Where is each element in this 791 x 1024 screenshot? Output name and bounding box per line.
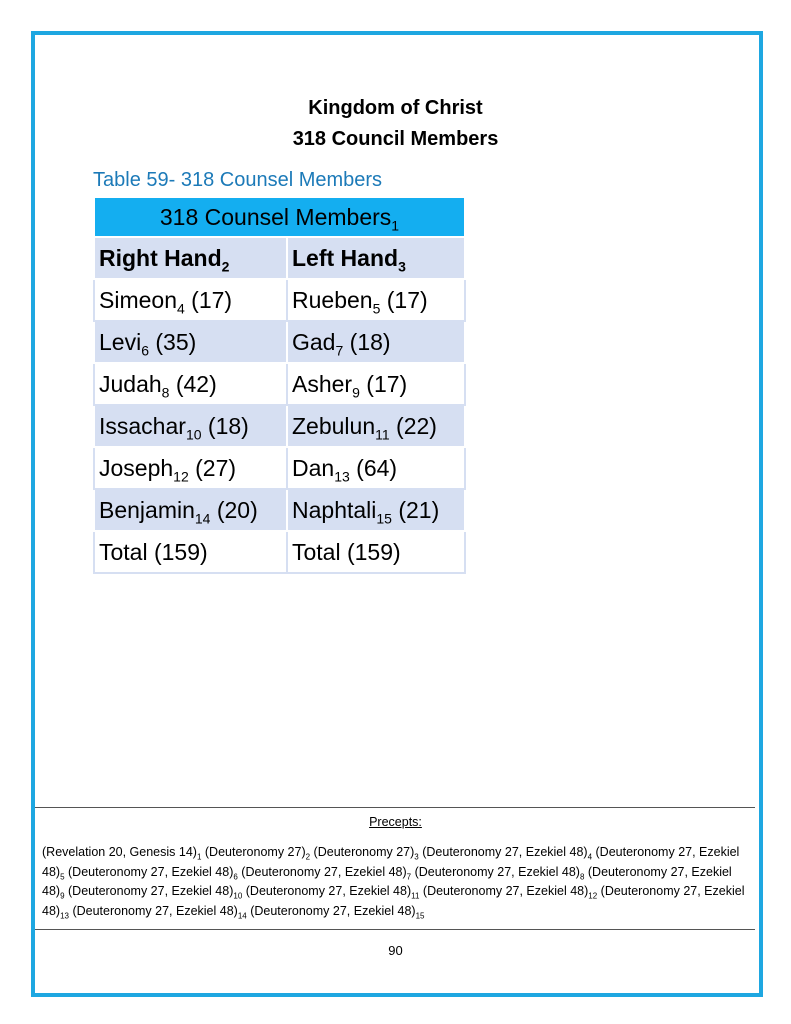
precepts-label: Precepts: bbox=[369, 815, 422, 829]
column-header-text: Left Hand bbox=[292, 244, 399, 271]
tribe-name: Naphtali bbox=[292, 496, 377, 523]
reference: (Deuteronomy 27, Ezekiel 48) bbox=[242, 884, 412, 898]
tribe-count: (21) bbox=[391, 496, 440, 523]
reference: (Deuteronomy 27, Ezekiel 48) bbox=[237, 864, 407, 879]
table-cell bbox=[287, 489, 465, 531]
footnote-marker: 8 bbox=[579, 872, 585, 881]
footnote-marker: 10 bbox=[185, 426, 202, 443]
reference: (Deuteronomy 27, Ezekiel 48) bbox=[68, 903, 238, 918]
tribe-name: Simeon bbox=[99, 286, 177, 313]
table-row bbox=[94, 321, 465, 363]
page-number: 90 bbox=[388, 943, 403, 958]
tribe-name: Levi bbox=[99, 328, 142, 355]
footnote-marker: 5 bbox=[60, 872, 65, 881]
footnote-marker: 10 bbox=[233, 891, 243, 901]
table-row bbox=[94, 405, 465, 447]
table-cell bbox=[287, 321, 465, 363]
reference: (Deuteronomy 27) bbox=[310, 845, 415, 859]
column-header-right-hand bbox=[94, 237, 287, 279]
tribe-count: (27) bbox=[188, 454, 237, 481]
total-label: Total (159) bbox=[292, 538, 401, 565]
footnote-marker: 1 bbox=[196, 852, 202, 862]
tribe-count: (17) bbox=[359, 370, 408, 397]
table-row-total bbox=[94, 531, 465, 573]
table-cell bbox=[94, 405, 287, 447]
tribe-name: Issachar bbox=[99, 412, 186, 439]
table-row bbox=[94, 363, 465, 405]
footnote-marker: 3 bbox=[414, 852, 419, 862]
footnote-marker: 7 bbox=[406, 872, 412, 881]
reference: (Deuteronomy 27, Ezekiel 48) bbox=[419, 884, 589, 898]
tribe-count: (18) bbox=[343, 328, 391, 355]
reference: (Deuteronomy 27) bbox=[201, 845, 306, 859]
table-cell bbox=[94, 447, 287, 489]
footnote-marker: 3 bbox=[398, 258, 406, 275]
column-header-left-hand bbox=[287, 237, 465, 279]
tribe-count: (18) bbox=[201, 412, 249, 439]
table-cell bbox=[94, 489, 287, 531]
table-cell bbox=[94, 279, 287, 321]
table-cell bbox=[287, 447, 465, 489]
footnote-marker: 6 bbox=[141, 342, 149, 359]
tribe-count: (22) bbox=[389, 412, 437, 439]
tribe-count: (42) bbox=[169, 370, 217, 397]
footnote-marker: 13 bbox=[60, 911, 69, 920]
footnote-marker: 12 bbox=[588, 891, 598, 901]
tribe-name: Rueben bbox=[292, 286, 373, 313]
tribe-name: Benjamin bbox=[99, 496, 195, 523]
table-header-text: 318 Counsel Members bbox=[159, 203, 392, 230]
divider bbox=[35, 929, 755, 930]
footnote-marker: 15 bbox=[376, 510, 392, 527]
footnote-marker: 11 bbox=[375, 426, 390, 443]
reference: (Deuteronomy 27, Ezekiel 48) bbox=[411, 864, 580, 879]
tribe-count: (35) bbox=[149, 328, 197, 355]
footnote-marker: 14 bbox=[237, 911, 247, 920]
footnote-marker: 6 bbox=[233, 872, 238, 881]
footnote-marker: 14 bbox=[194, 510, 211, 527]
footnote-marker: 7 bbox=[335, 342, 344, 359]
footnote-marker: 9 bbox=[352, 384, 360, 401]
tribe-name: Zebulun bbox=[292, 412, 376, 439]
footnote-marker: 15 bbox=[415, 911, 425, 920]
tribe-name: Asher bbox=[292, 370, 353, 397]
table-cell bbox=[287, 405, 465, 447]
tribe-name: Judah bbox=[99, 370, 162, 397]
counsel-members-table bbox=[93, 196, 466, 574]
reference: (Revelation 20, Genesis 14) bbox=[42, 845, 197, 859]
tribe-name: Dan bbox=[292, 454, 335, 481]
table-cell bbox=[94, 321, 287, 363]
reference: (Deuteronomy 27, Ezekiel 48) bbox=[42, 884, 745, 918]
table-cell bbox=[287, 363, 465, 405]
footnote-marker: 4 bbox=[176, 300, 185, 317]
footnote-marker: 4 bbox=[587, 852, 593, 862]
footnote-marker: 8 bbox=[161, 384, 170, 401]
reference: (Deuteronomy 27, Ezekiel 48) bbox=[42, 845, 740, 879]
reference: (Deuteronomy 27, Ezekiel 48) bbox=[64, 884, 234, 898]
page-subtitle: 318 Council Members bbox=[292, 128, 499, 150]
table-row bbox=[94, 447, 465, 489]
table-cell bbox=[287, 531, 465, 573]
reference: (Deuteronomy 27, Ezekiel 48) bbox=[418, 845, 588, 859]
footnote-marker: 12 bbox=[173, 468, 189, 485]
footnote-marker: 1 bbox=[391, 217, 400, 234]
column-header-text: Right Hand bbox=[99, 244, 222, 271]
tribe-count: (17) bbox=[184, 286, 233, 313]
table-cell bbox=[94, 531, 287, 573]
table-cell bbox=[287, 279, 465, 321]
reference: (Deuteronomy 27, Ezekiel 48) bbox=[42, 864, 732, 898]
reference: (Deuteronomy 27, Ezekiel 48) bbox=[64, 864, 234, 879]
page-title: Kingdom of Christ bbox=[308, 97, 483, 119]
table-header bbox=[94, 197, 465, 237]
footnote-marker: 5 bbox=[372, 300, 381, 317]
tribe-count: (17) bbox=[380, 286, 428, 313]
table-cell bbox=[94, 363, 287, 405]
precepts-references bbox=[42, 843, 746, 921]
footnote-marker: 2 bbox=[221, 258, 230, 275]
reference: (Deuteronomy 27, Ezekiel 48) bbox=[246, 903, 416, 918]
total-label: Total (159) bbox=[99, 538, 208, 565]
divider bbox=[35, 807, 755, 808]
tribe-count: (20) bbox=[210, 496, 258, 523]
tribe-name: Joseph bbox=[99, 454, 174, 481]
table-caption: Table 59- 318 Counsel Members bbox=[93, 169, 383, 191]
footnote-marker: 13 bbox=[334, 468, 350, 485]
table-row bbox=[94, 279, 465, 321]
footnote-marker: 11 bbox=[411, 891, 420, 901]
table-row bbox=[94, 489, 465, 531]
footnote-marker: 2 bbox=[305, 852, 311, 862]
tribe-name: Gad bbox=[292, 328, 336, 355]
tribe-count: (64) bbox=[349, 454, 398, 481]
footnote-marker: 9 bbox=[60, 891, 65, 901]
